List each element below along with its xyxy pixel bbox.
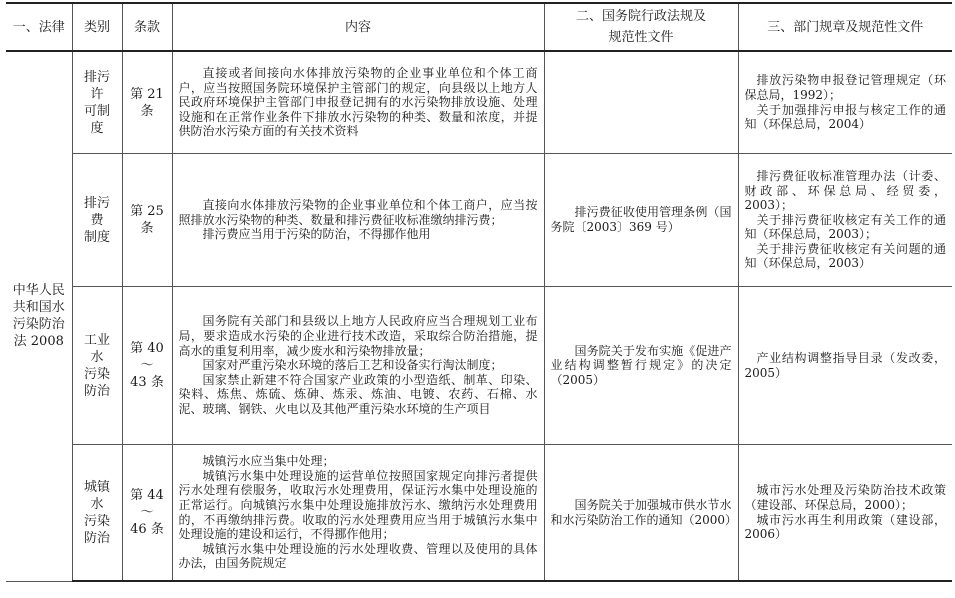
category-line: 城镇水 (83, 479, 110, 512)
content-cell (172, 445, 544, 582)
article-cell (122, 154, 172, 287)
content-cell (172, 154, 544, 287)
regulations-cell (544, 51, 738, 154)
regulations-cell (544, 154, 738, 287)
content-cell (172, 287, 544, 445)
law-name-cell (6, 51, 72, 581)
category-line: 污染 (83, 366, 110, 382)
content-paragraph: 国家对严重污染水环境的落后工艺和设备实行淘汰制度； (202, 358, 503, 373)
content-paragraph: 城镇污水集中处理设施的运营单位按照国家规定向排污者提供污水处理有偿服务，收取污水处理费用，保证污水集中处理设施的正常运行。向城镇污水集中处理设施排放污水、缴纳污水处理费用的，不再缴纳排污费。收取的污水处理费用应当用于城镇污水集中处理设施的建设和运行，不得挪作他用； (178, 468, 538, 542)
dept-rules-cell (738, 287, 952, 445)
dept-rule-item: 关于加强排污申报与核定工作的通知（环保总局，2004） (744, 102, 946, 132)
header-category: 类别 (72, 3, 122, 51)
content-paragraph: 国务院有关部门和县级以上地方人民政府应当合理规划工业布局，要求造成水污染的企业进行技术改造，采取综合防治措施，提高水的重复利用率，减少废水和污染物排放量； (178, 314, 538, 358)
category-line: 排污许 (83, 69, 110, 102)
content-paragraph: 城镇污水应当集中处理； (202, 454, 335, 469)
regulation-table (6, 2, 952, 582)
dept-rule-item: 排放污染物申报登记管理规定（环保总局，1992）； (744, 73, 946, 102)
dept-rule-item: 关于排污费征收核定有关工作的通知（环保总局，2003）； (744, 212, 946, 242)
article-line: 第 21 条 (130, 86, 164, 119)
table-header-row (6, 3, 952, 51)
category-cell (72, 445, 122, 582)
table-row (6, 445, 952, 582)
dept-rule-item: 排污费征收标准管理办法（计委、财政部、环保总局、经贸委，2003）； (744, 168, 946, 213)
article-line: 46 条 (130, 522, 164, 537)
regulation-text: 排污费征收使用管理条例（国务院〔2003〕369 号） (550, 205, 732, 234)
regulations-cell (544, 445, 738, 582)
header-regulations (544, 3, 738, 51)
header-article: 条款 (122, 3, 172, 51)
dept-rule-item: 城市污水处理及污染防治技术政策（建设部、环保总局，2000）； (744, 483, 946, 512)
law-name-line: 污染防治 (12, 317, 65, 333)
category-line: 工业水 (83, 332, 110, 365)
article-cell (122, 51, 172, 154)
law-name-line: 法 2008 (13, 334, 64, 350)
header-content: 内容 (172, 3, 544, 51)
dept-rule-item: 关于排污费征收核定有关问题的通知（环保总局，2003） (744, 241, 946, 271)
dept-rules-cell (738, 154, 952, 287)
content-paragraph: 国家禁止新建不符合国家产业政策的小型造纸、制革、印染、染料、炼焦、炼硫、炼砷、炼汞、炼油、电镀、农药、石棉、水泥、玻璃、钢铁、火电以及其他严重污染水环境的生产项目 (178, 372, 538, 416)
content-paragraph: 排污费应当用于污染的防治，不得挪作他用 (202, 227, 431, 242)
header-regulations-line1: 二、国务院行政法规及 (575, 9, 706, 24)
category-cell (72, 287, 122, 445)
header-law: 一、法律 (6, 3, 72, 51)
law-name-line: 中华人民 (12, 283, 65, 299)
article-line: 43 条 (130, 375, 164, 390)
header-regulations-line2: 规范性文件 (608, 30, 674, 45)
table-row (6, 154, 952, 287)
category-line: 可制度 (83, 103, 110, 136)
dept-rules-cell (738, 51, 952, 154)
regulations-cell (544, 287, 738, 445)
content-paragraph: 直接或者间接向水体排放污染物的企业事业单位和个体工商户，应当按照国务院环境保护主管部门的规定，向县级以上地方人民政府环境保护主管部门申报登记拥有的水污染物排放设施、处理设施和在正常作业条件下排放水污染物的种类、数量和浓度，并提供防治水污染方面的有关技术资料 (178, 66, 538, 139)
regulation-text: 国务院关于发布实施《促进产业结构调整暂行规定》的决定（2005） (550, 343, 732, 387)
content-paragraph: 直接向水体排放污染物的企业事业单位和个体工商户，应当按照排放水污染物的种类、数量和排污费征收标准缴纳排污费； (178, 198, 538, 227)
category-line: 防治 (83, 383, 110, 399)
dept-rule-item: 产业结构调整指导目录（发改委，2005） (744, 350, 946, 380)
article-cell (122, 445, 172, 582)
table-row (6, 287, 952, 445)
article-line: 第 40～ (130, 341, 164, 373)
category-cell (72, 154, 122, 287)
category-line: 制度 (83, 229, 110, 245)
article-cell (122, 287, 172, 445)
content-cell (172, 51, 544, 154)
dept-rules-cell (738, 445, 952, 582)
category-cell (72, 51, 122, 154)
law-name-line: 共和国水 (12, 300, 65, 316)
header-dept-rules: 三、部门规章及规范性文件 (738, 3, 952, 51)
category-line: 防治 (83, 530, 110, 546)
category-line: 污染 (83, 513, 110, 529)
category-line: 排污费 (83, 195, 110, 228)
table-row (6, 51, 952, 154)
article-line: 第 44～ (130, 488, 164, 520)
regulation-text: 国务院关于加强城市供水节水和水污染防治工作的通知（2000） (550, 497, 738, 527)
dept-rule-item: 城市污水再生利用政策（建设部，2006） (744, 512, 946, 542)
content-paragraph: 城镇污水集中处理设施的污水处理收费、管理以及使用的具体办法，由国务院规定 (178, 541, 538, 571)
article-line: 第 25 条 (130, 204, 164, 236)
